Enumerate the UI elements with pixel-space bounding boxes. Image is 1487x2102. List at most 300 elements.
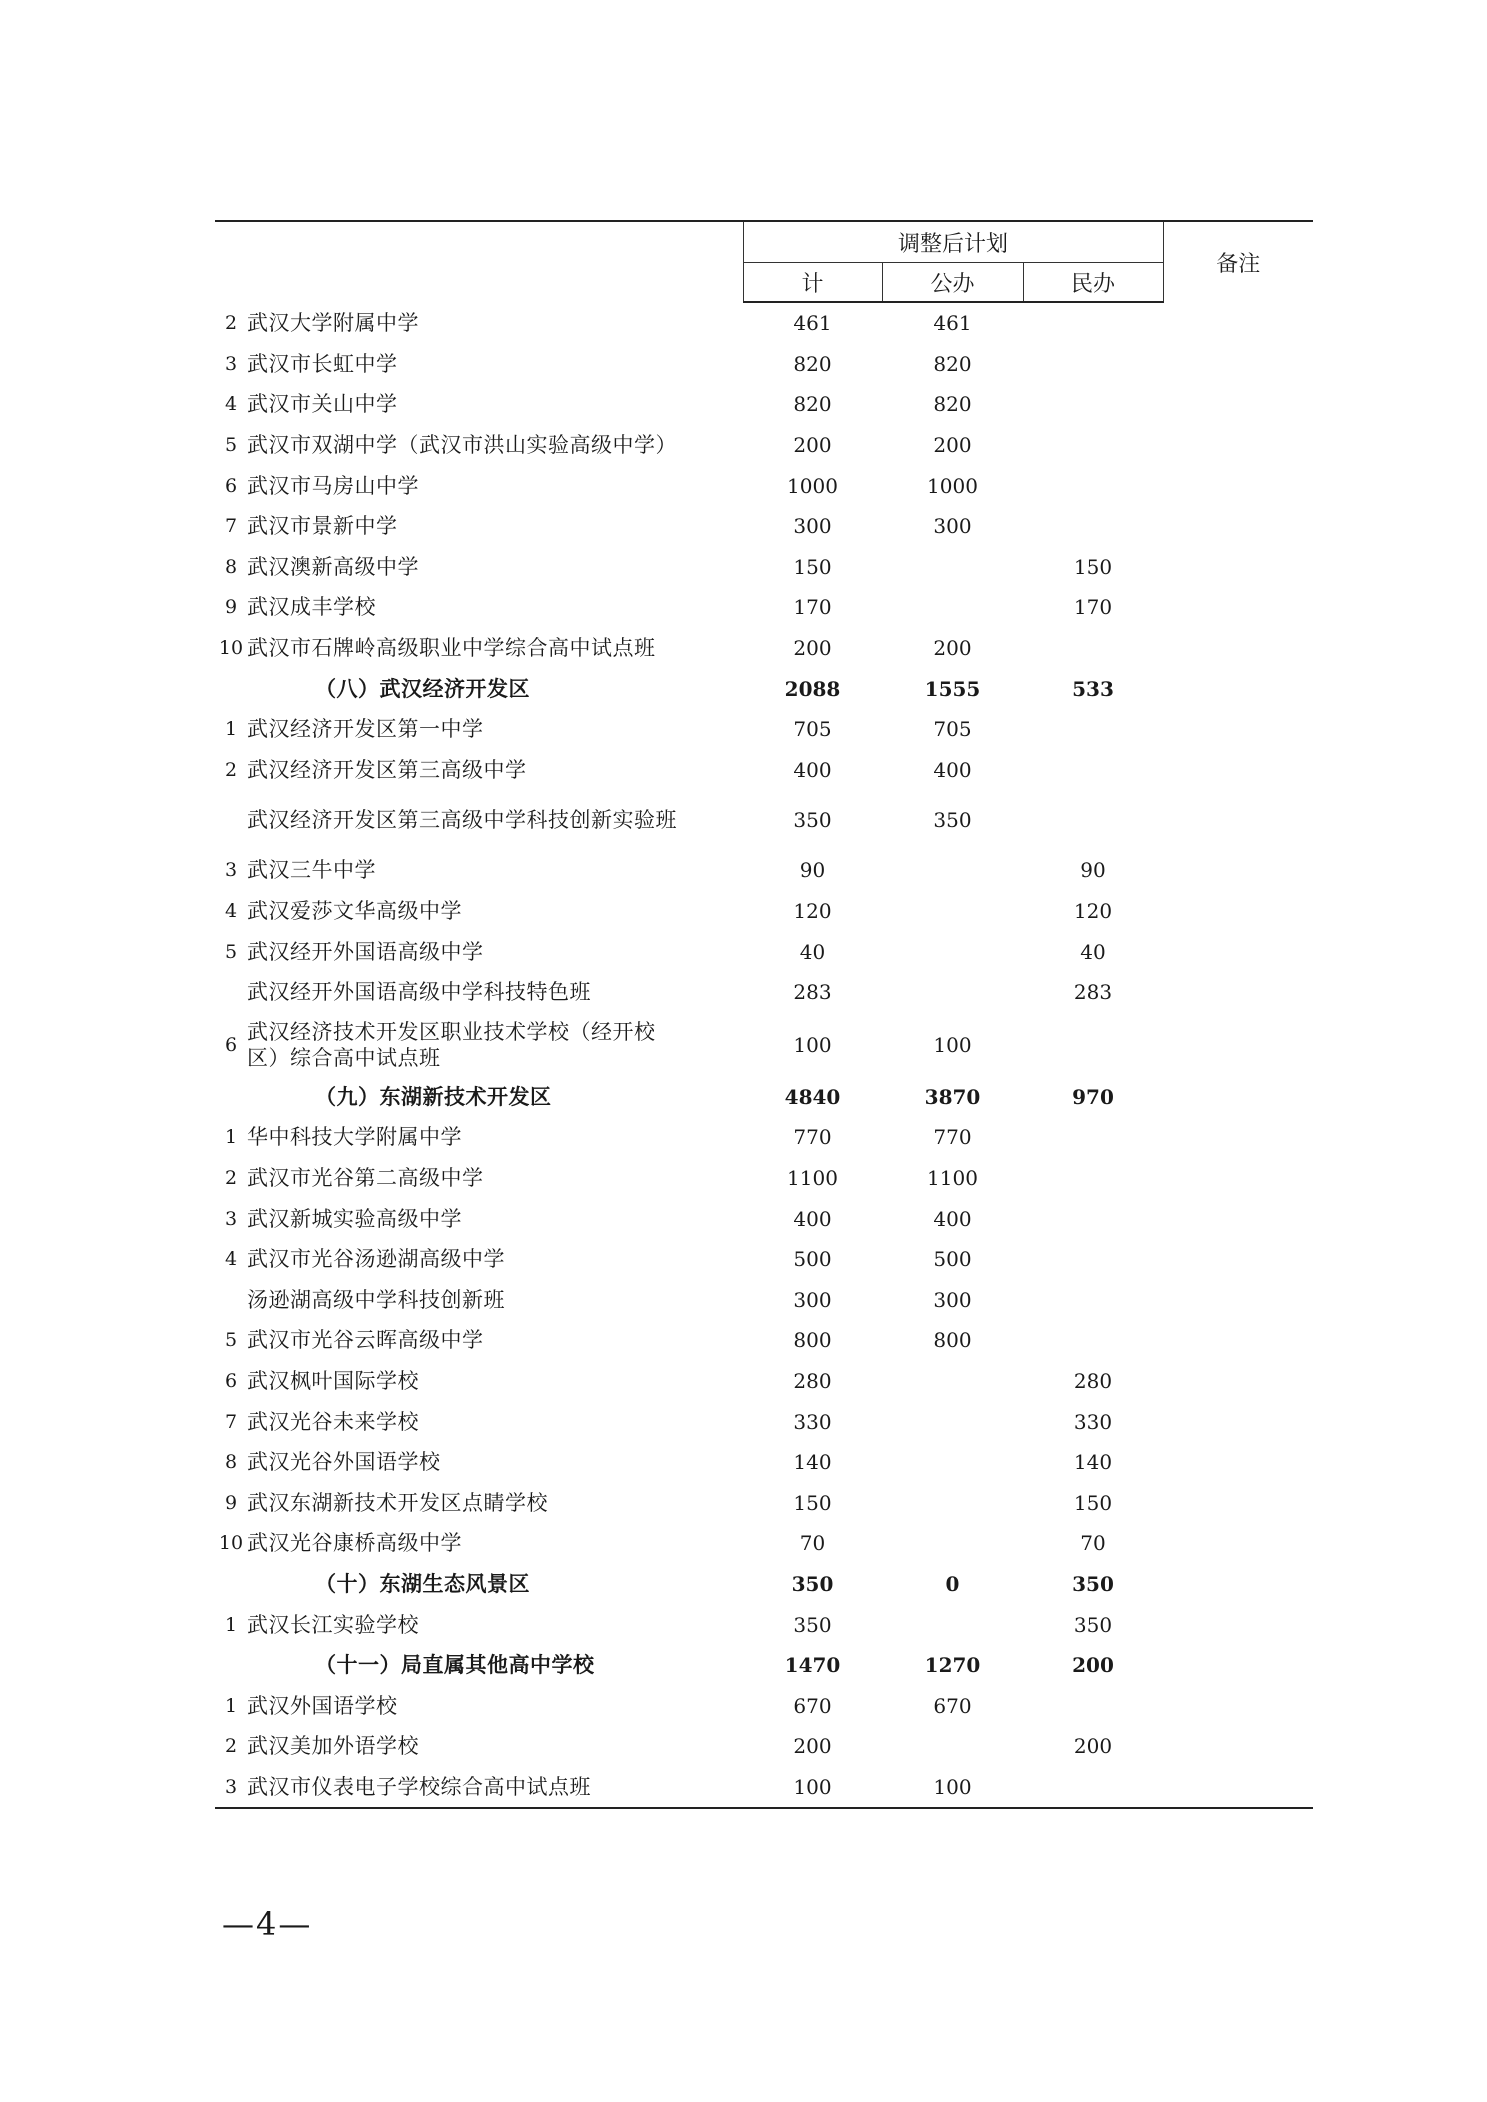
row-index: 6 [224, 1033, 238, 1056]
table-row [215, 1320, 1313, 1361]
total-cell: 200 [793, 636, 832, 661]
name-cell-content [215, 807, 743, 833]
public-cell: 400 [933, 757, 972, 782]
private-cell [1023, 465, 1163, 506]
remark-cell [1163, 344, 1313, 385]
table-row [215, 1685, 1313, 1726]
name-cell-content [215, 391, 743, 417]
school-name-cell [215, 628, 743, 669]
name-cell-content [215, 1774, 743, 1800]
school-name: 武汉市长虹中学 [247, 351, 398, 376]
public-cell [882, 1361, 1023, 1402]
table-row [215, 1726, 1313, 1767]
remark-cell [1163, 1442, 1313, 1483]
school-name-cell [215, 1767, 743, 1809]
school-name-cell [215, 1726, 743, 1767]
total-cell: 820 [793, 351, 832, 376]
public-cell: 461 [933, 311, 972, 336]
private-column-header: 民办 [1023, 263, 1163, 303]
remark-cell [1163, 668, 1313, 709]
row-index: 1 [224, 1694, 238, 1717]
remark-cell [1163, 850, 1313, 891]
private-cell [1023, 1013, 1163, 1077]
school-name-cell [215, 384, 743, 425]
total-cell: 70 [799, 1531, 826, 1556]
table-row [215, 1279, 1313, 1320]
name-cell-content [215, 757, 743, 783]
school-name: 武汉经济开发区第一中学 [247, 717, 484, 742]
total-cell: 1100 [787, 1165, 838, 1190]
private-cell [1023, 1198, 1163, 1239]
private-cell [1023, 709, 1163, 750]
school-name-cell [215, 1117, 743, 1158]
table-row [215, 1442, 1313, 1483]
row-index: 5 [224, 940, 238, 963]
table-body [215, 302, 1313, 1808]
public-cell: 800 [933, 1328, 972, 1353]
school-name: 武汉三牛中学 [247, 858, 376, 883]
school-name: 武汉市关山中学 [247, 392, 398, 417]
section-row [215, 668, 1313, 709]
school-name: 武汉市仪表电子学校综合高中试点班 [247, 1774, 591, 1799]
private-cell [1023, 1158, 1163, 1199]
school-name: 武汉爱莎文华高级中学 [247, 899, 462, 924]
public-cell: 350 [933, 808, 972, 833]
school-name-cell [215, 750, 743, 791]
school-name: 武汉东湖新技术开发区点睛学校 [247, 1490, 548, 1515]
school-name-cell [215, 1645, 743, 1686]
name-cell-content [215, 1246, 743, 1272]
total-cell: 100 [793, 1032, 832, 1057]
school-name: 武汉市石牌岭高级职业中学综合高中试点班 [247, 636, 656, 661]
name-cell-content [215, 1409, 743, 1435]
total-cell: 140 [793, 1450, 832, 1475]
name-cell-content [215, 716, 743, 742]
name-cell-content [215, 594, 743, 620]
public-cell: 820 [933, 351, 972, 376]
school-name-cell [215, 709, 743, 750]
section-row [215, 1077, 1313, 1118]
row-index: 7 [224, 1410, 238, 1433]
table-row [215, 972, 1313, 1013]
total-cell: 461 [793, 311, 832, 336]
private-cell [1023, 1685, 1163, 1726]
row-index: 1 [224, 1613, 238, 1636]
school-name-cell [215, 1279, 743, 1320]
section-title: （十）东湖生态风景区 [315, 1570, 530, 1596]
public-cell: 100 [882, 1767, 1023, 1809]
name-cell-content [215, 432, 743, 458]
name-cell-content [215, 473, 743, 499]
section-title: （十一）局直属其他高中学校 [315, 1652, 595, 1678]
school-name-cell [215, 1198, 743, 1239]
private-cell [1023, 1239, 1163, 1280]
private-cell: 140 [1073, 1450, 1113, 1475]
total-cell: 400 [793, 1206, 832, 1231]
remark-cell [1163, 1604, 1313, 1645]
public-cell [882, 931, 1023, 972]
row-index: 1 [224, 1126, 238, 1149]
table-row [215, 506, 1313, 547]
name-cell-content [215, 857, 743, 883]
row-index: 5 [224, 434, 238, 457]
name-cell-content [215, 1287, 743, 1313]
remark-cell [1163, 1645, 1313, 1686]
table-row [215, 1604, 1313, 1645]
remark-cell [1163, 931, 1313, 972]
school-name: 武汉大学附属中学 [247, 310, 419, 335]
remark-cell [1163, 1279, 1313, 1320]
row-index: 2 [224, 1166, 238, 1189]
total-cell: 150 [793, 554, 832, 579]
name-cell-content [215, 939, 743, 965]
private-cell: 533 [1072, 676, 1114, 701]
row-index: 4 [224, 1248, 238, 1271]
total-cell: 670 [793, 1693, 832, 1718]
name-cell-content [215, 1693, 743, 1719]
remark-cell [1163, 1320, 1313, 1361]
name-cell-content [215, 1449, 743, 1475]
private-cell: 330 [1073, 1409, 1113, 1434]
name-cell-content [215, 676, 743, 702]
school-name: 武汉经济开发区第三高级中学 [247, 757, 527, 782]
school-name-cell [215, 506, 743, 547]
total-cell: 1470 [784, 1653, 841, 1678]
school-name: 武汉经开外国语高级中学 [247, 939, 484, 964]
total-cell: 2088 [784, 676, 841, 701]
remark-cell [1163, 425, 1313, 466]
remark-cell [1163, 1361, 1313, 1402]
table-row [215, 344, 1313, 385]
row-index: 2 [224, 758, 238, 781]
row-index: 1 [224, 718, 238, 741]
table-row [215, 384, 1313, 425]
name-cell-content [215, 1733, 743, 1759]
remark-cell [1163, 1401, 1313, 1442]
private-cell: 280 [1073, 1368, 1113, 1393]
school-name: 汤逊湖高级中学科技创新班 [247, 1287, 505, 1312]
row-index: 10 [218, 1532, 244, 1555]
total-cell: 350 [791, 1571, 834, 1596]
page-number: —4— [222, 1905, 313, 1943]
private-cell: 70 [1080, 1531, 1106, 1556]
table-row [215, 547, 1313, 588]
row-index: 3 [224, 1775, 238, 1798]
name-cell-content [215, 1019, 743, 1071]
row-index: 10 [218, 637, 244, 660]
total-cell: 800 [793, 1328, 832, 1353]
school-name: 华中科技大学附属中学 [247, 1125, 462, 1150]
school-name: 武汉光谷未来学校 [247, 1409, 419, 1434]
school-name: 武汉市双湖中学（武汉市洪山实验高级中学） [247, 433, 677, 458]
public-cell: 0 [945, 1571, 960, 1596]
school-name-cell [215, 850, 743, 891]
name-cell-content [215, 898, 743, 924]
school-name-cell [215, 425, 743, 466]
table-header [215, 221, 1313, 302]
row-index: 9 [224, 596, 238, 619]
total-cell: 300 [793, 1287, 832, 1312]
remark-cell [1163, 628, 1313, 669]
total-cell: 400 [793, 757, 832, 782]
private-cell: 150 [1073, 554, 1113, 579]
public-cell: 300 [933, 514, 972, 539]
remark-cell [1163, 709, 1313, 750]
table-row [215, 1361, 1313, 1402]
table-row [215, 931, 1313, 972]
school-name: 武汉新城实验高级中学 [247, 1206, 462, 1231]
private-cell [1023, 425, 1163, 466]
remark-cell [1163, 302, 1313, 344]
school-name-cell [215, 1523, 743, 1564]
public-cell [882, 1523, 1023, 1564]
public-cell: 705 [933, 717, 972, 742]
remark-cell [1163, 1523, 1313, 1564]
row-index: 5 [224, 1329, 238, 1352]
school-name-cell [215, 1564, 743, 1605]
public-cell: 770 [933, 1125, 972, 1150]
school-name: 武汉市光谷云晖高级中学 [247, 1328, 484, 1353]
private-cell [1023, 1117, 1163, 1158]
table-row [215, 1482, 1313, 1523]
private-cell [1023, 506, 1163, 547]
public-cell: 500 [933, 1247, 972, 1272]
table-row [215, 302, 1313, 344]
school-name-cell [215, 587, 743, 628]
school-name-cell [215, 1077, 743, 1118]
table-row [215, 1117, 1313, 1158]
public-cell: 1555 [924, 676, 981, 701]
remark-cell [1163, 1767, 1313, 1809]
school-name: 武汉经济技术开发区职业技术学校（经开校区）综合高中试点班 [247, 1019, 656, 1070]
name-cell-content [215, 1124, 743, 1150]
row-index: 9 [224, 1491, 238, 1514]
remark-cell [1163, 891, 1313, 932]
private-cell [1023, 1279, 1163, 1320]
public-cell: 1000 [927, 473, 978, 498]
adjusted-plan-header: 调整后计划 [743, 221, 1163, 263]
total-cell: 200 [793, 433, 832, 458]
name-cell-content [215, 1612, 743, 1638]
public-cell: 1100 [927, 1165, 978, 1190]
table-row [215, 465, 1313, 506]
private-cell: 150 [1073, 1490, 1113, 1515]
enrollment-plan-table [215, 220, 1313, 1809]
total-cell: 820 [793, 392, 832, 417]
private-cell: 200 [1073, 1734, 1113, 1759]
school-name: 武汉市马房山中学 [247, 473, 419, 498]
name-cell-content [215, 635, 743, 661]
school-name-cell [215, 1239, 743, 1280]
name-cell-content [215, 1652, 743, 1678]
school-name: 武汉长江实验学校 [247, 1612, 419, 1637]
school-name: 武汉成丰学校 [247, 595, 376, 620]
public-cell: 100 [933, 1032, 972, 1057]
table-row [215, 790, 1313, 850]
school-name-cell [215, 1013, 743, 1077]
total-cell: 350 [793, 808, 832, 833]
total-cell: 330 [793, 1409, 832, 1434]
row-index: 6 [224, 474, 238, 497]
name-cell-content [215, 1571, 743, 1597]
remark-cell [1163, 1239, 1313, 1280]
school-name-cell [215, 302, 743, 344]
total-cell: 90 [799, 858, 826, 883]
section-title: （九）东湖新技术开发区 [315, 1083, 552, 1109]
row-index: 8 [224, 555, 238, 578]
school-name: 武汉经开外国语高级中学科技特色班 [247, 980, 591, 1005]
school-name: 武汉美加外语学校 [247, 1734, 419, 1759]
public-column-header: 公办 [882, 263, 1023, 303]
school-name-cell [215, 1158, 743, 1199]
table-row [215, 628, 1313, 669]
school-name-cell [215, 1401, 743, 1442]
private-cell: 90 [1080, 858, 1106, 883]
row-index: 2 [224, 311, 238, 334]
public-cell: 670 [933, 1693, 972, 1718]
name-cell-content [215, 979, 743, 1005]
total-cell: 170 [793, 595, 832, 620]
school-name: 武汉市景新中学 [247, 514, 398, 539]
school-name-cell [215, 1361, 743, 1402]
total-cell: 40 [799, 939, 826, 964]
total-column-header: 计 [743, 263, 882, 303]
name-cell-content [215, 1084, 743, 1110]
private-cell: 350 [1072, 1571, 1114, 1596]
private-cell [1023, 628, 1163, 669]
table-row [215, 850, 1313, 891]
table-row [215, 1013, 1313, 1077]
private-cell [1023, 790, 1163, 850]
section-row [215, 1645, 1313, 1686]
row-index: 7 [224, 515, 238, 538]
remark-cell [1163, 465, 1313, 506]
school-name-cell [215, 547, 743, 588]
total-cell: 4840 [784, 1084, 841, 1109]
remark-cell [1163, 1158, 1313, 1199]
remark-cell [1163, 1117, 1313, 1158]
row-index: 2 [224, 1735, 238, 1758]
name-column-header [215, 221, 743, 302]
public-cell [882, 1482, 1023, 1523]
name-cell-content [215, 1530, 743, 1556]
private-cell [1023, 750, 1163, 791]
total-cell: 280 [793, 1368, 832, 1393]
total-cell: 500 [793, 1247, 832, 1272]
public-cell [882, 891, 1023, 932]
total-cell: 350 [793, 1612, 832, 1637]
public-cell: 820 [933, 392, 972, 417]
table-row [215, 1523, 1313, 1564]
school-name-cell [215, 344, 743, 385]
private-cell [1023, 1320, 1163, 1361]
school-name: 武汉枫叶国际学校 [247, 1368, 419, 1393]
remark-cell [1163, 1198, 1313, 1239]
total-cell: 120 [793, 899, 832, 924]
school-name-cell [215, 1604, 743, 1645]
public-cell [882, 547, 1023, 588]
total-cell: 100 [743, 1767, 882, 1809]
row-index: 6 [224, 1369, 238, 1392]
private-cell: 40 [1080, 939, 1106, 964]
name-cell-content [215, 310, 743, 336]
public-cell: 200 [933, 433, 972, 458]
private-cell: 283 [1073, 980, 1113, 1005]
private-cell: 120 [1073, 899, 1113, 924]
row-index: 4 [224, 900, 238, 923]
table-row [215, 1158, 1313, 1199]
public-cell [882, 850, 1023, 891]
section-title: （八）武汉经济开发区 [315, 675, 530, 701]
table-row [215, 1239, 1313, 1280]
table-row [215, 1198, 1313, 1239]
remark-cell [1163, 547, 1313, 588]
table-row [215, 891, 1313, 932]
total-cell: 705 [793, 717, 832, 742]
total-cell: 300 [793, 514, 832, 539]
school-name-cell [215, 790, 743, 850]
total-cell: 770 [793, 1125, 832, 1150]
public-cell [882, 1726, 1023, 1767]
row-index: 8 [224, 1451, 238, 1474]
private-cell [1023, 384, 1163, 425]
public-cell: 3870 [924, 1084, 981, 1109]
school-name: 武汉市光谷汤逊湖高级中学 [247, 1247, 505, 1272]
public-cell [882, 587, 1023, 628]
school-name: 武汉市光谷第二高级中学 [247, 1165, 484, 1190]
table-row [215, 709, 1313, 750]
table-row [215, 1401, 1313, 1442]
remark-cell [1163, 750, 1313, 791]
row-index: 3 [224, 859, 238, 882]
private-cell: 170 [1073, 595, 1113, 620]
name-cell-content [215, 1165, 743, 1191]
private-cell: 970 [1072, 1084, 1114, 1109]
remark-cell [1163, 587, 1313, 628]
public-cell [882, 972, 1023, 1013]
remark-cell [1163, 972, 1313, 1013]
school-name: 武汉光谷外国语学校 [247, 1450, 441, 1475]
name-cell-content [215, 1206, 743, 1232]
school-name-cell [215, 891, 743, 932]
row-index: 3 [224, 1207, 238, 1230]
name-cell-content [215, 1327, 743, 1353]
school-name: 武汉外国语学校 [247, 1693, 398, 1718]
remark-cell [1163, 1726, 1313, 1767]
total-cell: 283 [793, 980, 832, 1005]
school-name: 武汉光谷康桥高级中学 [247, 1531, 462, 1556]
row-index: 4 [224, 393, 238, 416]
table-row [215, 1767, 1313, 1809]
private-cell [1023, 344, 1163, 385]
remark-cell [1163, 1013, 1313, 1077]
name-cell-content [215, 513, 743, 539]
private-cell [1023, 302, 1163, 344]
school-name-cell [215, 1320, 743, 1361]
school-name-cell [215, 1442, 743, 1483]
remark-cell [1163, 1077, 1313, 1118]
private-cell: 350 [1073, 1612, 1113, 1637]
row-index: 3 [224, 352, 238, 375]
total-cell: 200 [793, 1734, 832, 1759]
remark-cell [1163, 790, 1313, 850]
school-name-cell [215, 931, 743, 972]
remark-column-header: 备注 [1163, 221, 1313, 302]
public-cell: 400 [933, 1206, 972, 1231]
school-name: 武汉经济开发区第三高级中学科技创新实验班 [247, 808, 677, 833]
public-cell [882, 1604, 1023, 1645]
public-cell [882, 1401, 1023, 1442]
